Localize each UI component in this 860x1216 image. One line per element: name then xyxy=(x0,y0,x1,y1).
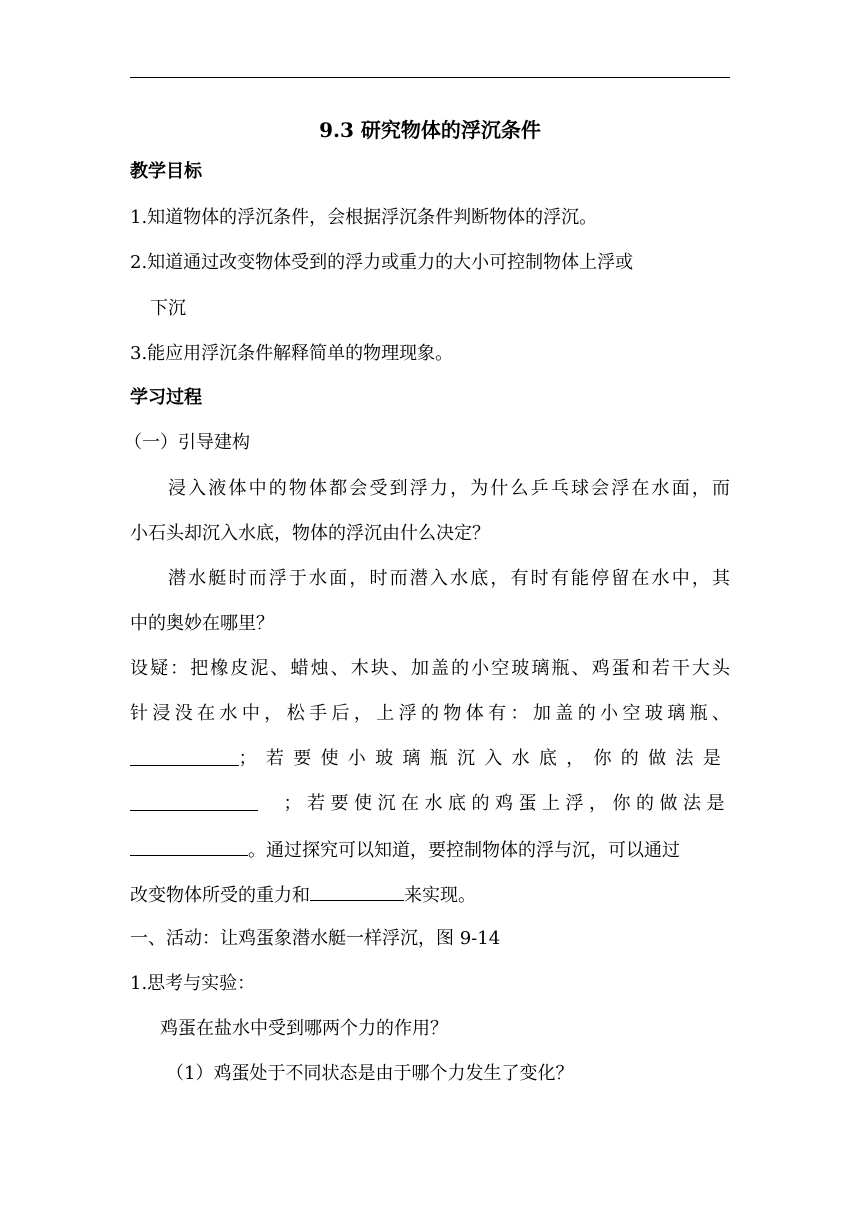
objective-2-cont: 下沉 xyxy=(150,298,186,319)
activity-heading: 一、活动：让鸡蛋象潜水艇一样浮沉，图 9-14 xyxy=(130,928,501,949)
question-line3 xyxy=(130,747,730,771)
answer-blank-1[interactable] xyxy=(130,747,239,766)
question-line4-text: ；若要使沉在水底的鸡蛋上浮，你的做法是 xyxy=(283,793,730,814)
page-title: 9.3 研究物体的浮沉条件 xyxy=(319,118,541,142)
para2-line2: 中的奥妙在哪里？ xyxy=(130,613,274,634)
section-guide: （一）引导建构 xyxy=(124,432,250,453)
question-line6-after: 来实现。 xyxy=(404,885,476,906)
para1-line1 xyxy=(130,477,730,501)
para2-line1-text: 潜水艇时而浮于水面，时而潜入水底，有时有能停留在水中，其 xyxy=(168,568,730,589)
question-line6 xyxy=(130,882,476,908)
objective-2: 2.知道通过改变物体受到的浮力或重力的大小可控制物体上浮或 xyxy=(130,252,634,273)
process-heading: 学习过程 xyxy=(130,387,202,408)
question-line1: 设疑：把橡皮泥、蜡烛、木块、加盖的小空玻璃瓶、鸡蛋和若干大头 xyxy=(130,658,730,679)
answer-blank-4[interactable] xyxy=(310,882,404,901)
question-line6-before: 改变物体所受的重力和 xyxy=(130,885,310,906)
question-line2: 针浸没在水中，松手后，上浮的物体有：加盖的小空玻璃瓶、 xyxy=(130,703,730,724)
para1-line1-text: 浸入液体中的物体都会受到浮力，为什么乒乓球会浮在水面，而 xyxy=(168,478,730,499)
objective-3: 3.能应用浮沉条件解释简单的物理现象。 xyxy=(130,343,454,364)
question-line5 xyxy=(130,837,680,863)
header-rule xyxy=(130,77,730,78)
answer-blank-2[interactable] xyxy=(130,792,258,811)
question-line4 xyxy=(130,792,730,816)
question-line5-text: 。通过探究可以知道，要控制物体的浮与沉，可以通过 xyxy=(248,840,680,861)
objective-1: 1.知道物体的浮沉条件，会根据浮沉条件判断物体的浮沉。 xyxy=(130,207,598,228)
question-forces: 鸡蛋在盐水中受到哪两个力的作用？ xyxy=(160,1018,448,1039)
answer-blank-3[interactable] xyxy=(130,837,248,856)
question-line3-text: ；若要使小玻璃瓶沉入水底，你的做法是 xyxy=(238,748,730,769)
para1-line2: 小石头却沉入水底，物体的浮沉由什么决定？ xyxy=(130,523,490,544)
think-heading: 1.思考与实验： xyxy=(130,973,256,994)
question-change: （1）鸡蛋处于不同状态是由于哪个力发生了变化？ xyxy=(166,1063,574,1084)
objectives-heading: 教学目标 xyxy=(130,161,202,182)
para2-line1 xyxy=(130,567,730,591)
